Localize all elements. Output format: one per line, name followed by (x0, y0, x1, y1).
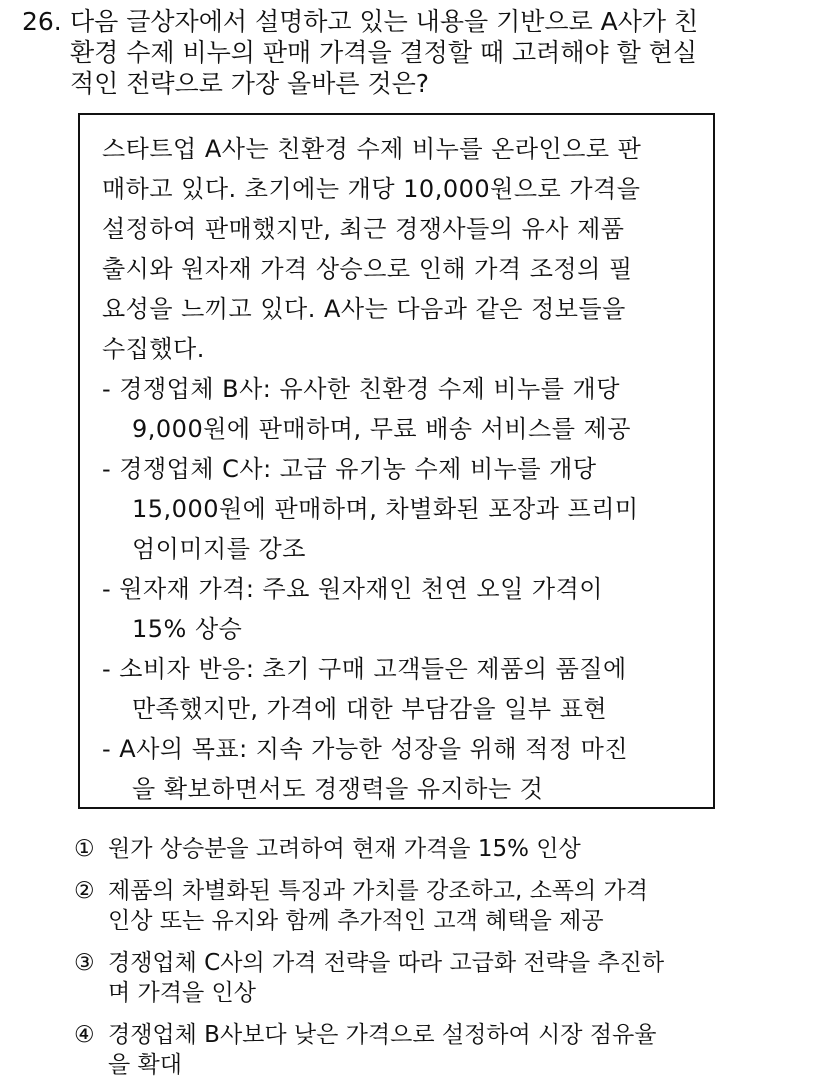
choice-2[interactable] (74, 876, 794, 936)
passage-line: 요성을 느끼고 있다. A사는 다음과 같은 정보들을 (102, 295, 626, 323)
choice-marker: ③ (74, 950, 95, 976)
choice-text (108, 834, 794, 864)
passage-line: 수집했다. (102, 335, 205, 363)
choice-line: 을 확대 (108, 1052, 182, 1078)
passage-box (78, 113, 715, 809)
choice-line: 제품의 차별화된 특징과 가치를 강조하고, 소폭의 가격 (108, 878, 648, 904)
question-stem (22, 6, 802, 99)
choice-marker: ② (74, 878, 95, 904)
choice-text (108, 948, 794, 1008)
choice-3[interactable] (74, 948, 794, 1008)
passage-bullet: - A사의 목표: 지속 가능한 성장을 위해 적정 마진 (102, 735, 629, 763)
passage-bullet-cont: 9,000원에 판매하며, 무료 배송 서비스를 제공 (132, 415, 631, 443)
passage-line: 설정하여 판매했지만, 최근 경쟁사들의 유사 제품 (102, 215, 625, 243)
passage-bullet-cont: 15% 상승 (132, 615, 243, 643)
choice-1[interactable] (74, 834, 794, 864)
question-line: 적인 전략으로 가장 올바른 것은? (70, 69, 430, 98)
choice-line: 경쟁업체 B사보다 낮은 가격으로 설정하여 시장 점유율 (108, 1022, 657, 1048)
choice-text (108, 876, 794, 936)
passage-line: 출시와 원자재 가격 상승으로 인해 가격 조정의 필 (102, 255, 633, 283)
choice-marker: ① (74, 836, 95, 862)
passage-bullet: - 경쟁업체 B사: 유사한 친환경 수제 비누를 개당 (102, 375, 620, 403)
passage-bullet-cont: 엄이미지를 강조 (132, 535, 306, 563)
choice-line: 인상 또는 유지와 함께 추가적인 고객 혜택을 제공 (108, 908, 604, 934)
question-line: 다음 글상자에서 설명하고 있는 내용을 기반으로 A사가 친 (70, 7, 699, 36)
passage-bullet: - 원자재 가격: 주요 원자재인 천연 오일 가격이 (102, 575, 603, 603)
passage-line: 매하고 있다. 초기에는 개당 10,000원으로 가격을 (102, 175, 641, 203)
passage-bullet: - 경쟁업체 C사: 고급 유기농 수제 비누를 개당 (102, 455, 597, 483)
choice-marker: ④ (74, 1022, 95, 1048)
choice-line: 며 가격을 인상 (108, 980, 256, 1006)
choice-4[interactable] (74, 1020, 794, 1080)
answer-choices (74, 834, 794, 1080)
choice-line: 원가 상승분을 고려하여 현재 가격을 15% 인상 (108, 836, 581, 862)
question-text (70, 6, 802, 99)
passage-line: 스타트업 A사는 친환경 수제 비누를 온라인으로 판 (102, 135, 642, 163)
passage-bullet-cont: 을 확보하면서도 경쟁력을 유지하는 것 (132, 775, 544, 803)
passage-bullet-cont: 15,000원에 판매하며, 차별화된 포장과 프리미 (132, 495, 639, 523)
question-number: 26. (22, 7, 62, 36)
question-line: 환경 수제 비누의 판매 가격을 결정할 때 고려해야 할 현실 (70, 38, 697, 67)
choice-text (108, 1020, 794, 1080)
passage-bullet-cont: 만족했지만, 가격에 대한 부담감을 일부 표현 (132, 695, 608, 723)
choice-line: 경쟁업체 C사의 가격 전략을 따라 고급화 전략을 추진하 (108, 950, 665, 976)
passage-bullet: - 소비자 반응: 초기 구매 고객들은 제품의 품질에 (102, 655, 627, 683)
